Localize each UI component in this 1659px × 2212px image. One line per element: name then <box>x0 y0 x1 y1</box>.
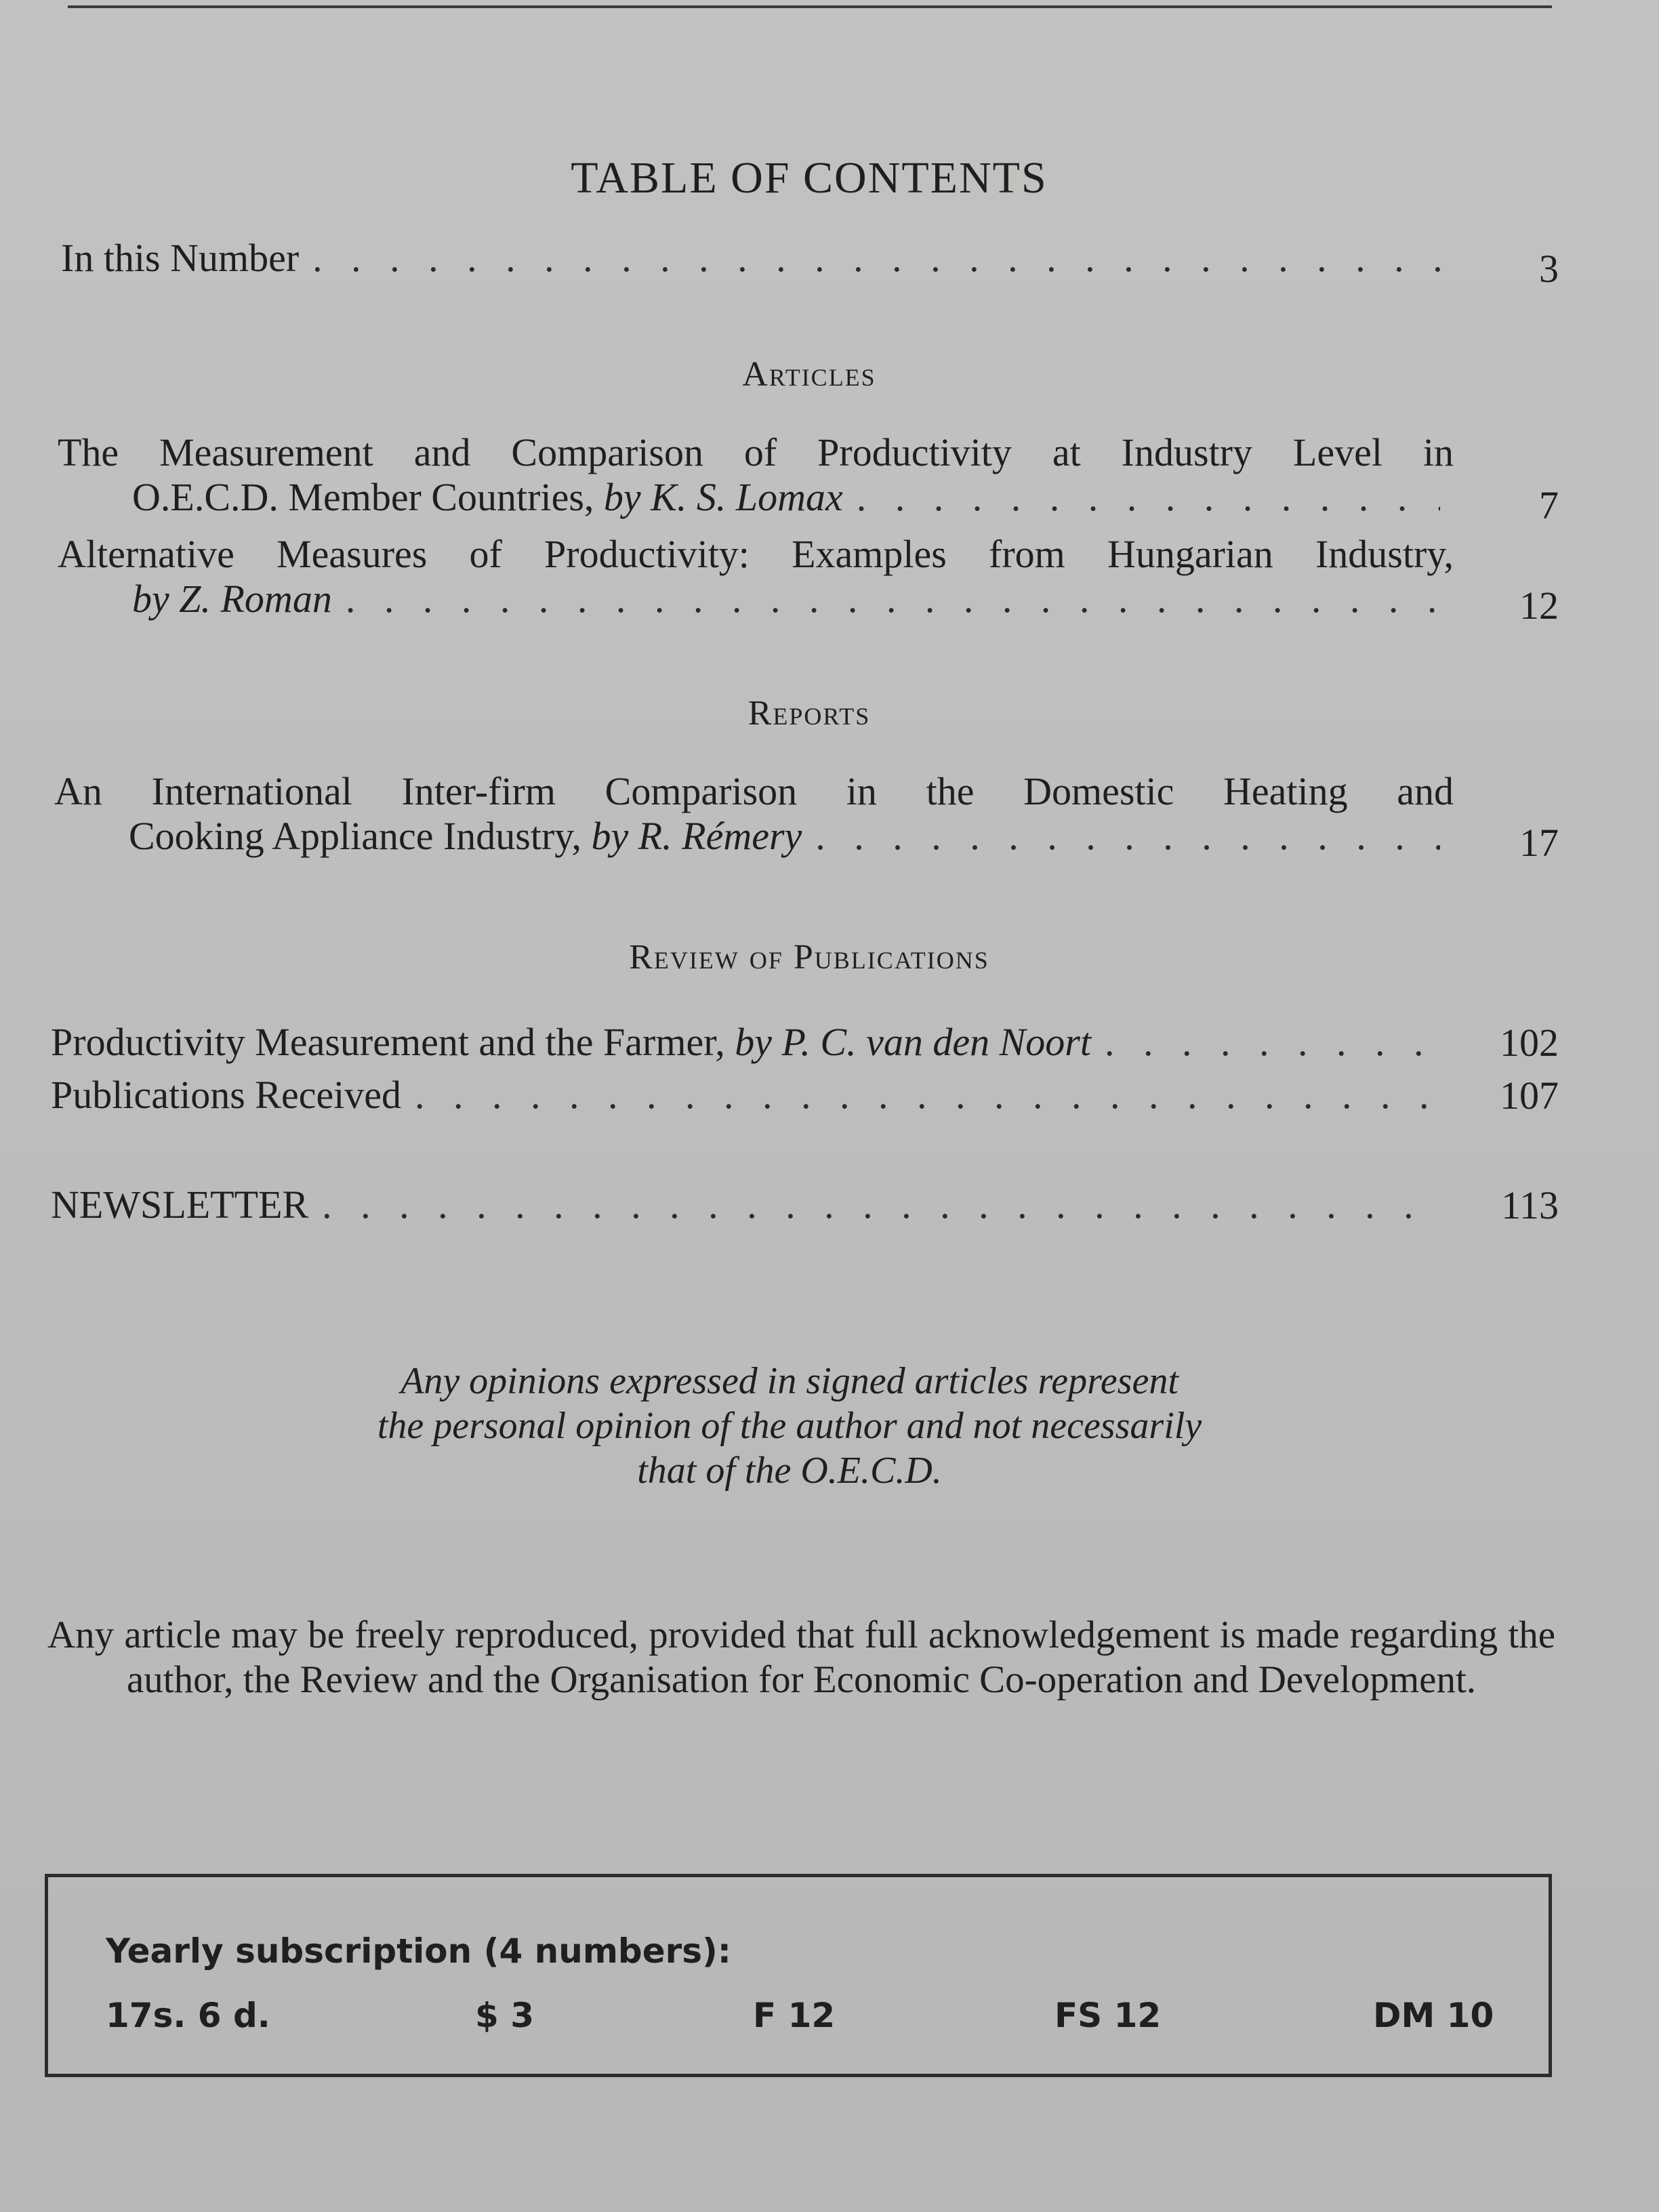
price-franc: F 12 <box>753 1996 836 2035</box>
toc-title: TABLE OF CONTENTS <box>571 153 1048 203</box>
subscription-title: Yearly subscription (4 numbers): <box>106 1931 731 1971</box>
top-rule <box>68 5 1552 8</box>
price-swiss-franc: FS 12 <box>1054 1996 1162 2035</box>
entry-author: by Z. Roman <box>132 577 332 621</box>
section-heading-review: Review of Publications <box>629 938 989 977</box>
entry-title: An International Inter-firm Comparison in the Domestic Heating and <box>54 769 1454 813</box>
entry-author: by R. Rémery <box>591 814 802 858</box>
section-heading-articles: Articles <box>742 355 876 394</box>
entry-title: In this Number <box>61 236 300 280</box>
entry-title: Publications Received <box>51 1073 402 1117</box>
leader-dots <box>1105 1020 1440 1065</box>
entry-author: by P. C. van den Noort <box>735 1020 1091 1064</box>
toc-entry-report[interactable] <box>54 769 1454 859</box>
entry-author: by K. S. Lomax <box>603 475 843 519</box>
entry-title: NEWSLETTER <box>51 1183 309 1227</box>
toc-entry-article[interactable] <box>58 430 1454 520</box>
leader-dots <box>312 236 1443 281</box>
price-dollar: $ 3 <box>475 1996 534 2035</box>
page-number: 113 <box>1501 1183 1559 1227</box>
leader-dots <box>857 475 1440 520</box>
section-heading-reports: Reports <box>747 694 871 733</box>
leader-dots <box>322 1183 1440 1227</box>
leader-dots <box>815 814 1440 859</box>
page-number: 12 <box>1519 583 1559 628</box>
page-number: 3 <box>1539 247 1559 291</box>
toc-entry-newsletter[interactable] <box>51 1183 1454 1227</box>
toc-entry-review[interactable] <box>51 1020 1454 1065</box>
price-deutsche-mark: DM 10 <box>1373 1996 1494 2035</box>
page-number: 107 <box>1500 1073 1559 1118</box>
entry-title: Productivity Measurement and the Farmer, <box>51 1020 725 1064</box>
entry-title: The Measurement and Comparison of Productivity at Industry Level in <box>58 430 1454 474</box>
page-number: 102 <box>1500 1021 1559 1065</box>
price-sterling: 17s. 6 d. <box>106 1996 270 2035</box>
reproduction-notice: Any article may be freely reproduced, provided that full acknowledgement is made regarding the author, the Review and the Organisation for Economic Co-operation and Development. <box>47 1614 1555 1701</box>
disclaimer-line: that of the O.E.C.D. <box>637 1450 942 1492</box>
subscription-box <box>45 1874 1552 2077</box>
disclaimer <box>271 1359 1308 1493</box>
toc-entry-intro[interactable] <box>61 236 1457 281</box>
entry-title-cont: O.E.C.D. Member Countries, <box>132 475 594 519</box>
toc-entry-review[interactable] <box>51 1073 1454 1118</box>
disclaimer-line: Any opinions expressed in signed articles represent <box>401 1360 1179 1402</box>
toc-entry-article[interactable] <box>58 532 1454 621</box>
page-number: 7 <box>1539 483 1559 527</box>
entry-title-cont: Cooking Appliance Industry, <box>129 814 581 858</box>
entry-title: Alternative Measures of Productivity: Examples from Hungarian Industry, <box>58 532 1454 576</box>
disclaimer-line: the personal opinion of the author and not necessarily <box>377 1405 1202 1447</box>
leader-dots <box>346 577 1440 621</box>
page-number: 17 <box>1519 821 1559 865</box>
leader-dots <box>415 1073 1440 1118</box>
